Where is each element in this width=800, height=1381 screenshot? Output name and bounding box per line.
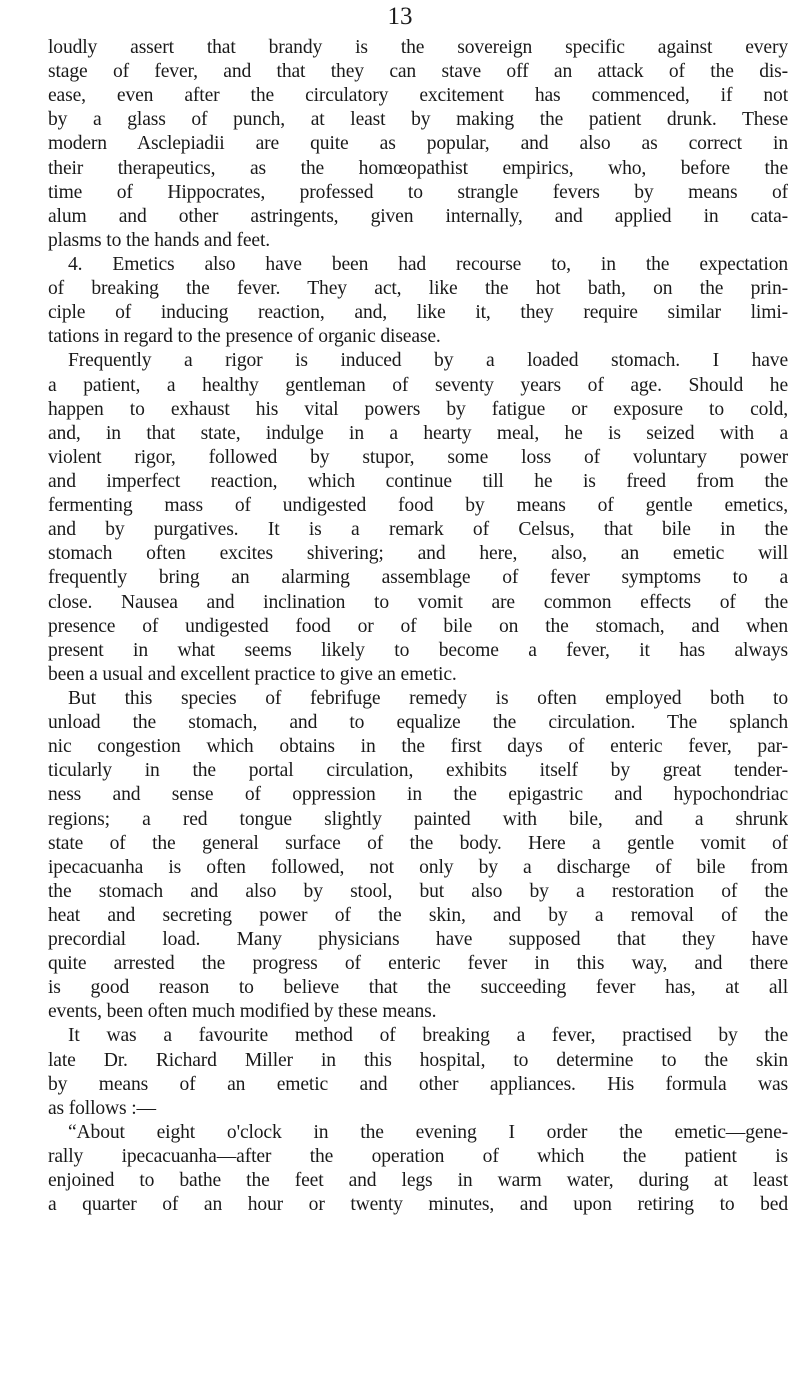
text-line: It was a favourite method of breaking a fever, practised by the — [68, 1025, 788, 1047]
text-line: of breaking the fever. They act, like the hot bath, on the prin- — [48, 278, 788, 300]
text-line: nic congestion which obtains in the first days of enteric fever, par- — [48, 736, 788, 758]
text-line: quite arrested the progress of enteric fever in this way, and there — [48, 953, 788, 975]
text-line: fermenting mass of undigested food by means of gentle emetics, — [48, 495, 788, 517]
text-line: Frequently a rigor is induced by a loaded stomach. I have — [68, 350, 788, 372]
text-line: a patient, a healthy gentleman of seventy years of age. Should he — [48, 374, 788, 396]
text-line: present in what seems likely to become a fever, it has always — [48, 639, 788, 661]
text-line: modern Asclepiadii are quite as popular, and also as correct in — [48, 133, 788, 155]
text-line: late Dr. Richard Miller in this hospital, to determine to the skin — [48, 1049, 788, 1071]
text-line: regions; a red tongue slightly painted with bile, and a shrunk — [48, 808, 788, 830]
text-line: ness and sense of oppression in the epigastric and hypochondriac — [48, 784, 788, 806]
text-line: and by purgatives. It is a remark of Celsus, that bile in the — [48, 519, 788, 541]
text-line: happen to exhaust his vital powers by fatigue or exposure to cold, — [48, 398, 788, 420]
text-line: state of the general surface of the body. Here a gentle vomit of — [48, 832, 788, 854]
text-line: frequently bring an alarming assemblage of fever symptoms to a — [48, 567, 788, 589]
text-line: ipecacuanha is often followed, not only by a discharge of bile from — [48, 856, 788, 878]
text-line: plasms to the hands and feet. — [48, 229, 271, 251]
text-line: enjoined to bathe the feet and legs in warm water, during at least — [48, 1170, 788, 1192]
text-line: and imperfect reaction, which continue till he is freed from the — [48, 470, 788, 492]
text-line: loudly assert that brandy is the sovereign specific against every — [48, 37, 788, 58]
text-line: by means of an emetic and other appliances. His formula was — [48, 1073, 788, 1095]
text-line: “About eight o'clock in the evening I order the emetic—gene- — [68, 1121, 788, 1143]
text-line: 4. Emetics also have been had recourse to, in the expectation — [68, 253, 788, 275]
text-line: been a usual and excellent practice to give an emetic. — [48, 663, 457, 685]
text-line: stomach often excites shivering; and here, also, an emetic will — [48, 543, 788, 565]
text-line: as follows :— — [48, 1097, 156, 1119]
text-line: ticularly in the portal circulation, exhibits itself by great tender- — [48, 760, 788, 782]
text-line: close. Nausea and inclination to vomit are common effects of the — [48, 591, 788, 613]
text-line: the stomach and also by stool, but also by a restoration of the — [48, 880, 788, 902]
text-line: by a glass of punch, at least by making the patient drunk. These — [48, 109, 788, 131]
text-line: tations in regard to the presence of organic disease. — [48, 326, 441, 348]
text-line: presence of undigested food or of bile on the stomach, and when — [48, 615, 788, 637]
text-line: But this species of febrifuge remedy is often employed both to — [68, 687, 788, 709]
text-line: their therapeutics, as the homœopathist empirics, who, before the — [48, 157, 788, 179]
text-line: events, been often much modified by these means. — [48, 1001, 437, 1023]
text-line: precordial load. Many physicians have supposed that they have — [48, 929, 788, 951]
text-line: alum and other astringents, given internally, and applied in cata- — [48, 205, 788, 227]
text-line: ciple of inducing reaction, and, like it, they require similar limi- — [48, 302, 788, 324]
text-line: unload the stomach, and to equalize the circulation. The splanch — [48, 712, 788, 734]
text-line: ease, even after the circulatory excitement has commenced, if not — [48, 85, 788, 107]
text-line: and, in that state, indulge in a hearty meal, he is seized with a — [48, 422, 788, 444]
text-line: is good reason to believe that the succeeding fever has, at all — [48, 977, 788, 999]
body-text — [48, 36, 788, 1217]
text-line: heat and secreting power of the skin, and by a removal of the — [48, 904, 788, 926]
text-line: rally ipecacuanha—after the operation of which the patient is — [48, 1146, 788, 1168]
text-line: violent rigor, followed by stupor, some loss of voluntary power — [48, 446, 788, 468]
text-line: stage of fever, and that they can stave off an attack of the dis- — [48, 61, 788, 83]
text-line: a quarter of an hour or twenty minutes, and upon retiring to bed — [48, 1194, 788, 1216]
text-line: time of Hippocrates, professed to strangle fevers by means of — [48, 181, 788, 203]
page-number: 13 — [387, 3, 413, 30]
